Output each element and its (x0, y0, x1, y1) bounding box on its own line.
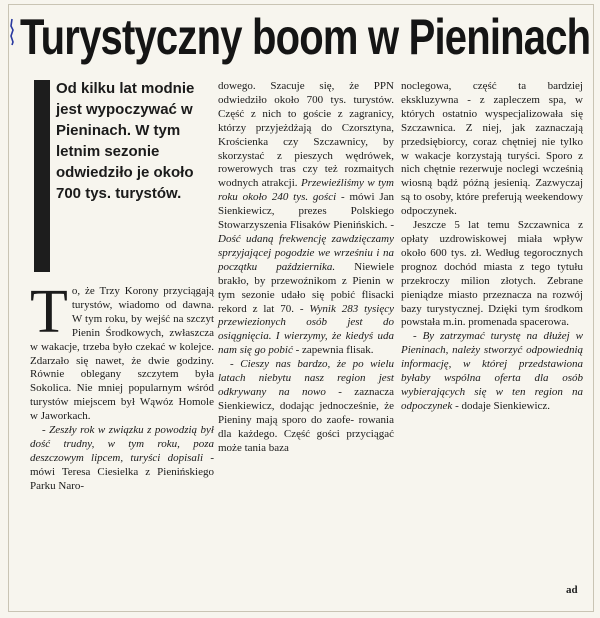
col2-text-4: - zapewnia flisak. (292, 344, 374, 357)
col3-paragraph-2: Jeszcze 5 lat temu Szczawnica z opłaty uzdrowiskowej miała wpływ około 600 tys. zł. Według tegorocznych prognoz dochód miasta z tego tytułu przekroczy milion złotych. Zebrane pieniądze miasto przeznacza na rozwój bazy turystycznej. Dzięki tym środkom powstała m.in. promenada spacerowa. (401, 219, 583, 329)
lead-paragraph: Od kilku lat modnie jest wypoczywać w Pieninach. W tym letnim sezonie odwiedziło je około 700 tys. turystów. (56, 80, 195, 202)
col1-quote: - Zeszły rok w związku z powodzią był dość trudny, w tym roku, poza deszczowym lipcem, turyści dopisali (30, 424, 214, 464)
col1-paragraph-2 (30, 424, 214, 494)
col1-attribution: - mówi Teresa Ciesielka z Pienińskiego Parku Naro- (30, 451, 214, 492)
col2-text-2: - mówi Jan Sienkiewicz, prezes Polskiego Stowarzyszenia Flisaków Pienińskich. (218, 191, 394, 232)
drop-cap: T (30, 278, 68, 346)
headline: Turystyczny boom w Pieninach (20, 9, 591, 65)
col3-quote: - By zatrzymać turystę na dłużej w Pieninach, należy stworzyć odpowiednią informację, w której przedstawiona byłaby wspólna oferta dla osób wybierających się w ten region na odpoczynek (401, 330, 583, 412)
col2-quote-2: - Dość udaną frekwencję zawdzięczamy sprzyjającej pogodzie we wrześniu i na początku października. (218, 219, 394, 273)
col3-attribution: - dodaje Sienkiewicz. (452, 399, 551, 412)
col2-text-5: - zaznacza Sienkiewicz, dodając jednocześnie, że Pieniny mają sporo do zaofe- rowania dla każdego. Część gości przyciągać może tania baza (218, 385, 394, 454)
col2-text-3: Niewiele brakło, by przewoźnikom z Pienin w tym sezonie udało się pobić flisacki rekord z lat 70. (218, 260, 394, 315)
pen-mark-icon (8, 18, 16, 46)
col2-paragraph-2 (218, 358, 394, 455)
col3-paragraph-3 (401, 330, 583, 413)
column-1 (30, 278, 214, 494)
col2-paragraph-1 (218, 80, 394, 358)
col1-paragraph-1: o, że Trzy Korony przyciągają turystów, wiadomo od dawna. W tym roku, by wejść na szczyt Pienin Środkowych, zwłaszcza w wakacje, trzeba było czekać w kolejce. Zdarzało się nawet, że dwie godziny. Równie oblegany szczytem była Sokolica. Nie mniej popularnym wśród turystów miejscem był Wąwóz Homole w Jaworkach. (30, 285, 214, 423)
col2-quote-3: - Wynik 283 tysięcy przewiezionych osób jest do osiągnięcia. I wierzymy, że kiedyś uda nam się go pobić (218, 302, 394, 357)
column-3 (401, 80, 583, 414)
lead-bar (34, 80, 50, 272)
column-2 (218, 80, 394, 455)
col3-paragraph-1: noclegowa, część ta bardziej ekskluzywna - z zapleczem spa, w których ostatnio wyspecjalizowała się Szczawnica. Z niej, jak zaznaczają przedsiębiorcy, coraz chętniej nie tylko w wakacje korzystają turyści. Sporo z nich chętnie rezerwuje noclegi wcześnią wiosną bądź późną jesienią. Zazwyczaj są to osoby, które preferują weekendowy odpoczynek. (401, 80, 583, 218)
col2-quote-1: Przewieźliśmy w tym roku około 240 tys. gości (218, 177, 394, 204)
col2-text-1: dowego. Szacuje się, że PPN odwiedziło około 700 tys. turystów. Część z nich to goście z zagranicy, którzy przyjeżdżają do Czorsztyna, Krościenka czy Szczawnicy, by skorzystać z pieszych wędrówek, rowerowych tras czy też rozmaitych wodnych atrakcji. (218, 80, 394, 190)
author-signature: ad (566, 584, 578, 596)
col2-quote-4: - Cieszy nas bardzo, że po wielu latach niebytu nasz region jest odkrywany na nowo (218, 358, 394, 398)
